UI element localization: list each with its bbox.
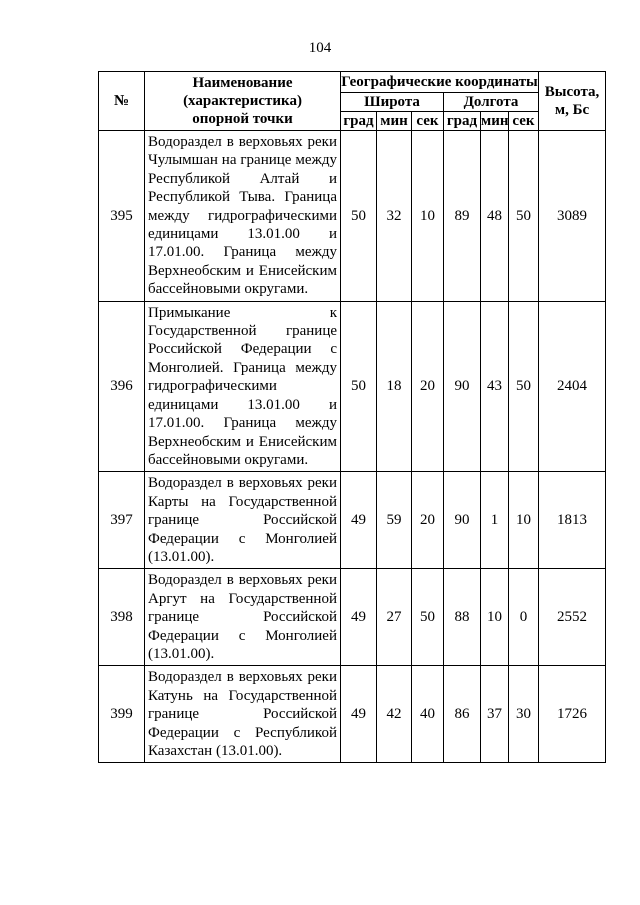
row-lat-min: 32 — [377, 131, 412, 302]
row-lat-sec: 50 — [412, 569, 444, 666]
header-height-line2: м, Бс — [554, 102, 590, 118]
row-lon-sec: 30 — [509, 666, 539, 763]
row-num: 397 — [99, 472, 145, 569]
table-row — [99, 301, 606, 472]
header-longitude: Долгота — [444, 93, 539, 112]
header-name-line3: опорной точки — [192, 111, 293, 127]
header-height-line1: Высота, — [544, 84, 600, 100]
row-num: 398 — [99, 569, 145, 666]
header-latitude: Широта — [341, 93, 444, 112]
header-lon-deg: град — [444, 112, 481, 131]
table-row — [99, 131, 606, 302]
row-lon-sec: 50 — [509, 301, 539, 472]
row-lat-sec: 40 — [412, 666, 444, 763]
table-row — [99, 569, 606, 666]
header-row-1 — [99, 72, 606, 93]
row-lon-deg: 90 — [444, 472, 481, 569]
row-lat-sec: 10 — [412, 131, 444, 302]
row-lon-sec: 0 — [509, 569, 539, 666]
row-lon-min: 37 — [481, 666, 509, 763]
row-height: 3089 — [539, 131, 606, 302]
row-lon-deg: 86 — [444, 666, 481, 763]
row-lon-sec: 10 — [509, 472, 539, 569]
row-lat-sec: 20 — [412, 301, 444, 472]
row-description: Водораздел в верховьях реки Карты на Государственной границе Российской Федерации с Монголией (13.01.00). — [145, 472, 341, 569]
row-lat-min: 59 — [377, 472, 412, 569]
row-lon-deg: 90 — [444, 301, 481, 472]
header-geo-coords: Географические координаты — [341, 72, 539, 93]
table-row — [99, 472, 606, 569]
row-description: Водораздел в верховьях реки Чулымшан на границе между Республикой Алтай и Республикой Тыва. Граница между гидрографическими единицами 13.01.00 и 17.01.00. Граница между Верхнеобским и Енисейским бассейновыми округами. — [145, 131, 341, 302]
row-lat-deg: 49 — [341, 569, 377, 666]
reference-points-table — [98, 71, 606, 763]
header-name — [145, 72, 341, 131]
page-number: 104 — [308, 40, 332, 56]
row-description: Водораздел в верховьях реки Аргут на Государственной границе Российской Федерации с Монголией (13.01.00). — [145, 569, 341, 666]
header-height — [539, 72, 606, 131]
row-height: 1813 — [539, 472, 606, 569]
header-lon-min: мин — [481, 113, 509, 129]
row-lon-min: 43 — [481, 301, 509, 472]
row-lat-min: 42 — [377, 666, 412, 763]
row-num: 399 — [99, 666, 145, 763]
header-lat-min: мин — [377, 112, 412, 131]
row-height: 2552 — [539, 569, 606, 666]
table-row — [99, 666, 606, 763]
row-num: 396 — [99, 301, 145, 472]
header-lon-sec: сек — [509, 112, 539, 131]
row-num: 395 — [99, 131, 145, 302]
row-description: Примыкание к Государственной границе Российской Федерации с Монголией. Граница между гидрографическими единицами 13.01.00 и 17.01.00. Граница между Верхнеобским и Енисейским бассейновыми округами. — [145, 301, 341, 472]
row-lat-deg: 49 — [341, 666, 377, 763]
row-lat-deg: 50 — [341, 301, 377, 472]
row-lon-min: 48 — [481, 131, 509, 302]
header-num: № — [99, 72, 145, 131]
row-lon-min: 1 — [481, 472, 509, 569]
row-lon-sec: 50 — [509, 131, 539, 302]
row-lon-min: 10 — [481, 569, 509, 666]
row-lat-min: 18 — [377, 301, 412, 472]
header-name-line1: Наименование — [192, 75, 293, 91]
row-lat-sec: 20 — [412, 472, 444, 569]
row-lon-deg: 88 — [444, 569, 481, 666]
row-description: Водораздел в верховьях реки Катунь на Государственной границе Российской Федерации с Республикой Казахстан (13.01.00). — [145, 666, 341, 763]
row-lat-deg: 50 — [341, 131, 377, 302]
header-name-line2: (характеристика) — [183, 93, 302, 109]
header-lat-deg: град — [341, 112, 377, 131]
row-height: 1726 — [539, 666, 606, 763]
row-lat-min: 27 — [377, 569, 412, 666]
row-height: 2404 — [539, 301, 606, 472]
row-lat-deg: 49 — [341, 472, 377, 569]
row-lon-deg: 89 — [444, 131, 481, 302]
header-lat-sec: сек — [412, 112, 444, 131]
